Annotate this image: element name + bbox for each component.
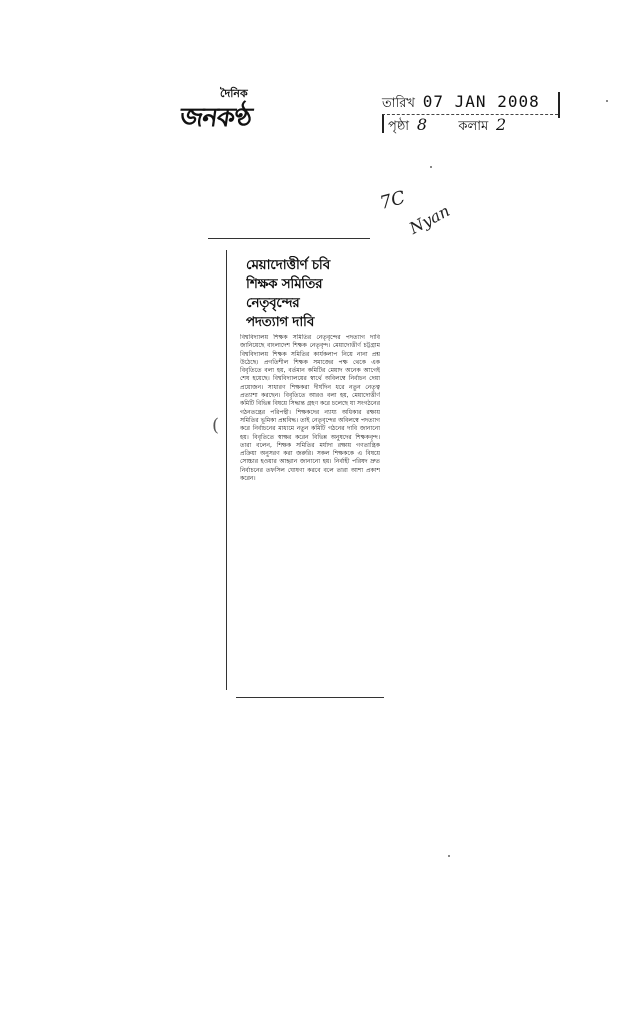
margin-bracket-mark: ( (212, 415, 220, 436)
stamp-page-label: পৃষ্ঠা (388, 119, 410, 134)
newspaper-masthead (180, 85, 300, 135)
masthead-daily-label: দৈনিক (220, 87, 248, 100)
stamp-border (558, 92, 560, 118)
article-body (240, 334, 380, 696)
speck (606, 100, 608, 102)
headline-line: শিক্ষক সমিতির (246, 276, 323, 292)
stamp-page-value: 8 (416, 115, 428, 134)
stamp-date-value: 07 JAN 2008 (422, 92, 540, 111)
handwritten-note: 7C (377, 187, 408, 214)
newspaper-clipping (226, 238, 384, 700)
stamp-date-row (382, 92, 540, 115)
stamp-column-value: 2 (496, 115, 507, 134)
masthead-paper-name: জনকণ্ঠ (178, 103, 254, 133)
clipping-bottom-rule (236, 697, 384, 698)
article-headline (246, 256, 384, 332)
headline-line: নেতৃবৃন্দের (246, 295, 300, 311)
stamp-date-label: তারিখ (382, 96, 415, 111)
stamp-page-row (382, 114, 558, 133)
article-body-paragraph: বিশ্ববিদ্যালয় শিক্ষক সমিতির নেতৃবৃন্দের পদত্যাগ দাবি জানিয়েছে বাংলাদেশ শিক্ষক নেতৃবৃন্দ। মেয়াদোত্তীর্ণ চট্টগ্রাম বিশ্ববিদ্যালয় শিক্ষক সমিতির কার্যকলাপ নিয়ে নানা প্রশ্ন উঠেছে। প্রগতিশীল শিক্ষক সমাজের পক্ষ থেকে এক বিবৃতিতে বলা হয়, বর্তমান কমিটির মেয়াদ অনেক আগেই শেষ হয়েছে। বিশ্ববিদ্যালয়ের স্বার্থে অবিলম্বে নির্বাচন দেয়া প্রয়োজন। সাধারণ শিক্ষকরা দীর্ঘদিন ধরে নতুন নেতৃত্ব প্রত্যাশা করছেন। বিবৃতিতে আরও বলা হয়, মেয়াদোত্তীর্ণ কমিটি বিভিন্ন বিষয়ে সিদ্ধান্ত গ্রহণ করে চলেছে যা সংগঠনের গঠনতন্ত্রের পরিপন্থী। শিক্ষকদের ন্যায্য অধিকার রক্ষায় সমিতির ভূমিকা প্রশ্নবিদ্ধ। তাই নেতৃবৃন্দের অবিলম্বে পদত্যাগ করে নির্বাচনের মাধ্যমে নতুন কমিটি গঠনের দাবি জানানো হয়। বিবৃতিতে স্বাক্ষর করেন বিভিন্ন অনুষদের শিক্ষকবৃন্দ। তারা বলেন, শিক্ষক সমিতির মর্যাদা রক্ষায় গণতান্ত্রিক প্রক্রিয়া অনুসরণ করা জরুরি। সকল শিক্ষককে এ বিষয়ে সোচ্চার হওয়ার আহ্বান জানানো হয়। নির্বাহী পরিষদ দ্রুত নির্বাচনের তফসিল ঘোষণা করবে বলে তারা আশা প্রকাশ করেন। (240, 334, 380, 483)
headline-line: পদত্যাগ দাবি (246, 314, 315, 330)
clipping-date-stamp (382, 92, 560, 136)
clipping-top-rule (208, 238, 370, 239)
headline-line: মেয়াদোত্তীর্ণ চবি (246, 257, 330, 273)
speck (448, 855, 450, 857)
speck (430, 166, 432, 168)
clipping-left-rule (226, 250, 227, 690)
stamp-column-label: কলাম (458, 119, 489, 134)
handwritten-signature: Nyan (406, 201, 453, 238)
